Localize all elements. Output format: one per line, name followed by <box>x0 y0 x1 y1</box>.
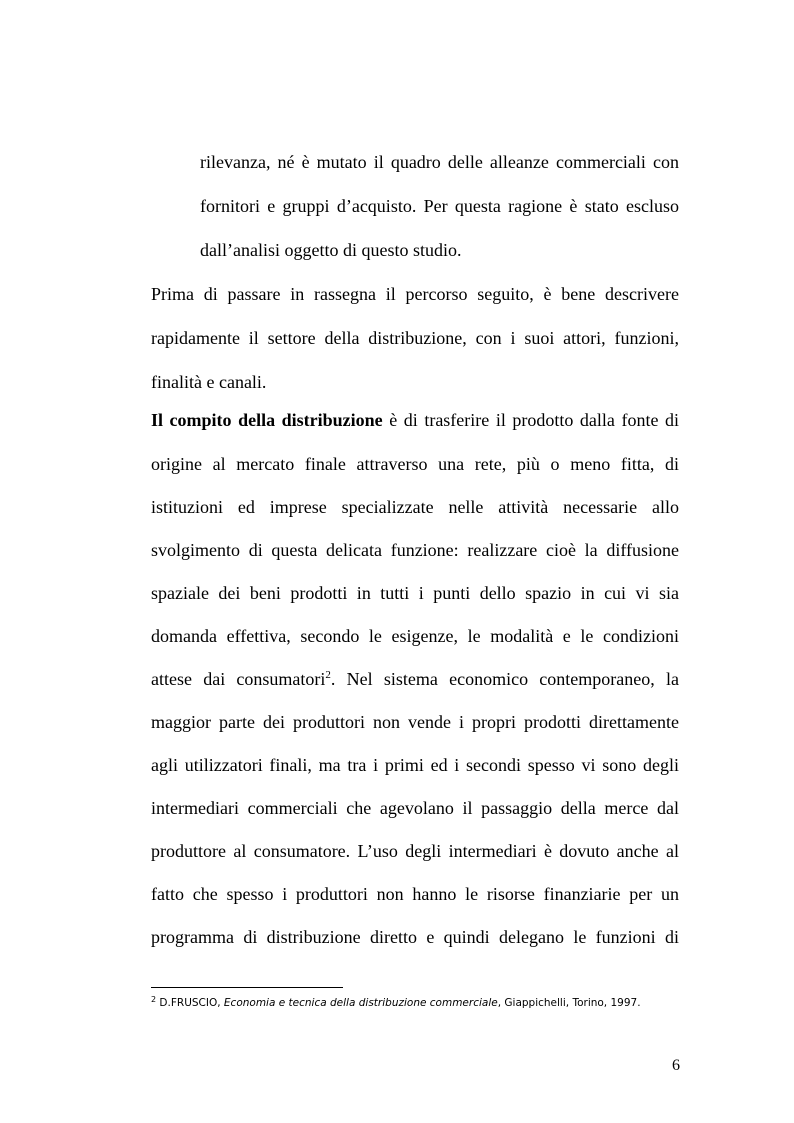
footnote-marker: 2 <box>151 995 157 1004</box>
paragraph-2-line-7-start: attese dai consumatori <box>151 669 326 689</box>
paragraph-2-line-4: svolgimento di questa delicata funzione: realizzare cioè la diffusione <box>151 540 679 560</box>
bold-lead-term: Il compito della distribuzione <box>151 410 383 430</box>
paragraph-1-line-3: finalità e canali. <box>151 372 267 392</box>
paragraph-2-line-10: intermediari commerciali che agevolano il passaggio della merce dal <box>151 798 679 818</box>
paragraph-2-line-13: programma di distribuzione diretto e quindi delegano le funzioni di <box>151 927 679 947</box>
paragraph-2-line-8: maggior parte dei produttori non vende i propri prodotti direttamente <box>151 712 679 732</box>
paragraph-2-line-1-rest: è di trasferire il prodotto dalla fonte di <box>382 410 679 430</box>
paragraph-2-line-1 <box>151 409 679 431</box>
footnote-reference[interactable]: 2 <box>325 669 331 681</box>
footnote-publisher: , Giappichelli, Torino, 1997. <box>497 997 641 1009</box>
paragraph-2-line-5: spaziale dei beni prodotti in tutti i punti dello spazio in cui vi sia <box>151 583 679 603</box>
footnote <box>151 996 641 1010</box>
quote-line-1: rilevanza, né è mutato il quadro delle alleanze commerciali con <box>200 152 679 172</box>
paragraph-2-line-6: domanda effettiva, secondo le esigenze, le modalità e le condizioni <box>151 626 679 646</box>
footnote-title: Economia e tecnica della distribuzione commerciale <box>223 997 498 1009</box>
paragraph-2-line-9: agli utilizzatori finali, ma tra i primi ed i secondi spesso vi sono degli <box>151 755 679 775</box>
paragraph-2-line-2: origine al mercato finale attraverso una rete, più o meno fitta, di <box>151 454 679 474</box>
paragraph-2-line-7-end: . Nel sistema economico contemporaneo, la <box>330 669 679 689</box>
page-number: 6 <box>672 1057 680 1074</box>
paragraph-2-line-11: produttore al consumatore. L’uso degli intermediari è dovuto anche al <box>151 841 679 861</box>
quote-line-3: dall’analisi oggetto di questo studio. <box>200 240 462 260</box>
paragraph-1-line-2: rapidamente il settore della distribuzione, con i suoi attori, funzioni, <box>151 328 679 348</box>
footnote-author: D.FRUSCIO, <box>156 997 224 1009</box>
quote-line-2: fornitori e gruppi d’acquisto. Per questa ragione è stato escluso <box>200 196 679 216</box>
paragraph-2-line-3: istituzioni ed imprese specializzate nelle attività necessarie allo <box>151 497 679 517</box>
paragraph-1-line-1: Prima di passare in rassegna il percorso seguito, è bene descrivere <box>151 284 679 304</box>
paragraph-2-line-7 <box>151 668 679 690</box>
footnote-separator <box>151 987 343 988</box>
paragraph-2-line-12: fatto che spesso i produttori non hanno le risorse finanziarie per un <box>151 884 679 904</box>
